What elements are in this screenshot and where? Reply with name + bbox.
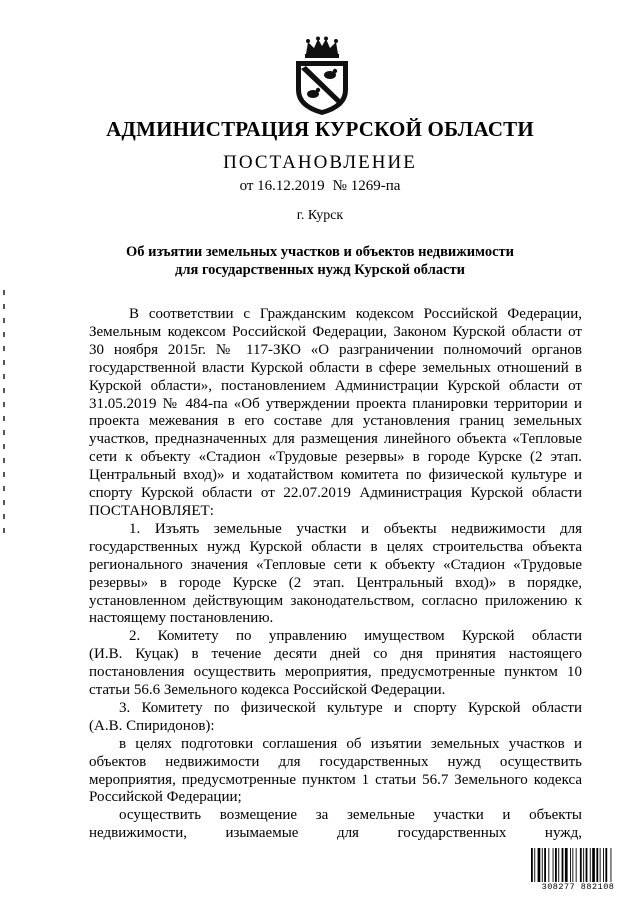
- city: г. Курск: [296, 208, 344, 223]
- text-line: государственных нужд Курской области в целях строительства объекта: [89, 538, 582, 555]
- text-line: Курской области», постановлением Администрации Курской области от: [89, 377, 582, 394]
- text-line: Земельным кодексом Российской Федерации, Законом Курской области от: [89, 323, 582, 340]
- text-line: постановления осуществить мероприятия, предусмотренные пунктом 10: [89, 664, 582, 681]
- barcode-bars: [530, 848, 626, 882]
- text-line: сети к объекту «Стадион «Трудовые резервы» в городе Курске (2 этап.: [89, 449, 582, 466]
- document-number: № 1269-па: [332, 178, 401, 194]
- text-line: 2. Комитету по управлению имуществом Курской области: [129, 628, 582, 645]
- text-line: 1. Изъять земельные участки и объекты недвижимости для: [129, 520, 582, 537]
- margin-dashes: [3, 290, 5, 540]
- coat-of-arms-icon: [290, 36, 354, 116]
- text-line: в целях подготовки соглашения об изъятии земельных участков и: [119, 735, 582, 752]
- text-line: ПОСТАНОВЛЯЕТ:: [89, 502, 214, 519]
- document-title: [0, 243, 640, 279]
- text-line: 31.05.2019 № 484-па «Об утверждении проекта планировки территории и: [89, 395, 582, 412]
- text-line: Центральный вход)» и ходатайством комитета по физической культуре и: [89, 467, 582, 484]
- text-line: недвижимости, изымаемые для государственных нужд,: [89, 825, 582, 842]
- text-line: 3. Комитету по физической культуре и спорту Курской области: [119, 699, 582, 716]
- organization-name: АДМИНИСТРАЦИЯ КУРСКОЙ ОБЛАСТИ: [106, 117, 534, 141]
- text-line: статьи 56.6 Земельного кодекса Российской Федерации.: [89, 682, 446, 699]
- barcode: [530, 848, 626, 892]
- text-line: мероприятия, предусмотренные пунктом 1 статьи 56.7 Земельного кодекса: [89, 771, 582, 788]
- text-line: проекта межевания в его составе для установления границ земельных: [89, 413, 582, 430]
- text-line: установленном действующим законодательством, согласно приложению к: [89, 592, 582, 609]
- text-line: осуществить возмещение за земельные участки и объекты: [119, 807, 582, 824]
- text-line: 30 ноября 2015г. № 117-ЗКО «О разграничении полномочий органов: [89, 341, 582, 358]
- text-line: В соответствии с Гражданским кодексом Российской Федерации,: [129, 306, 582, 322]
- text-line: объектов недвижимости для государственных нужд осуществить: [89, 753, 582, 770]
- text-line: Российской Федерации;: [89, 789, 242, 806]
- text-line: регионального значения «Тепловые сети к объекту «Стадион «Трудовые: [89, 556, 582, 573]
- barcode-number: 308277 882108: [541, 882, 615, 892]
- text-line: (А.В. Спиридонов):: [89, 717, 215, 734]
- text-line: (И.В. Куцак) в течение десяти дней со дня принятия настоящего: [89, 646, 582, 663]
- text-line: резервы» в городе Курске (2 этап. Центральный вход)» в порядке,: [89, 574, 582, 591]
- text-line: государственной власти Курской области в сфере земельных отношений в: [89, 359, 582, 376]
- document-date: от 16.12.2019: [239, 178, 325, 194]
- text-line: настоящему постановлению.: [89, 610, 274, 627]
- document-type: ПОСТАНОВЛЕНИЕ: [223, 152, 417, 173]
- title-line: для государственных нужд Курской области: [175, 262, 465, 278]
- title-line: Об изъятии земельных участков и объектов недвижимости: [126, 244, 514, 260]
- text-line: спорту Курской области от 22.07.2019 Администрация Курской области: [89, 485, 582, 502]
- date-number-line: [0, 178, 640, 195]
- document-body: [89, 306, 582, 843]
- text-line: участков, предназначенных для размещения линейного объекта «Тепловые: [89, 431, 582, 448]
